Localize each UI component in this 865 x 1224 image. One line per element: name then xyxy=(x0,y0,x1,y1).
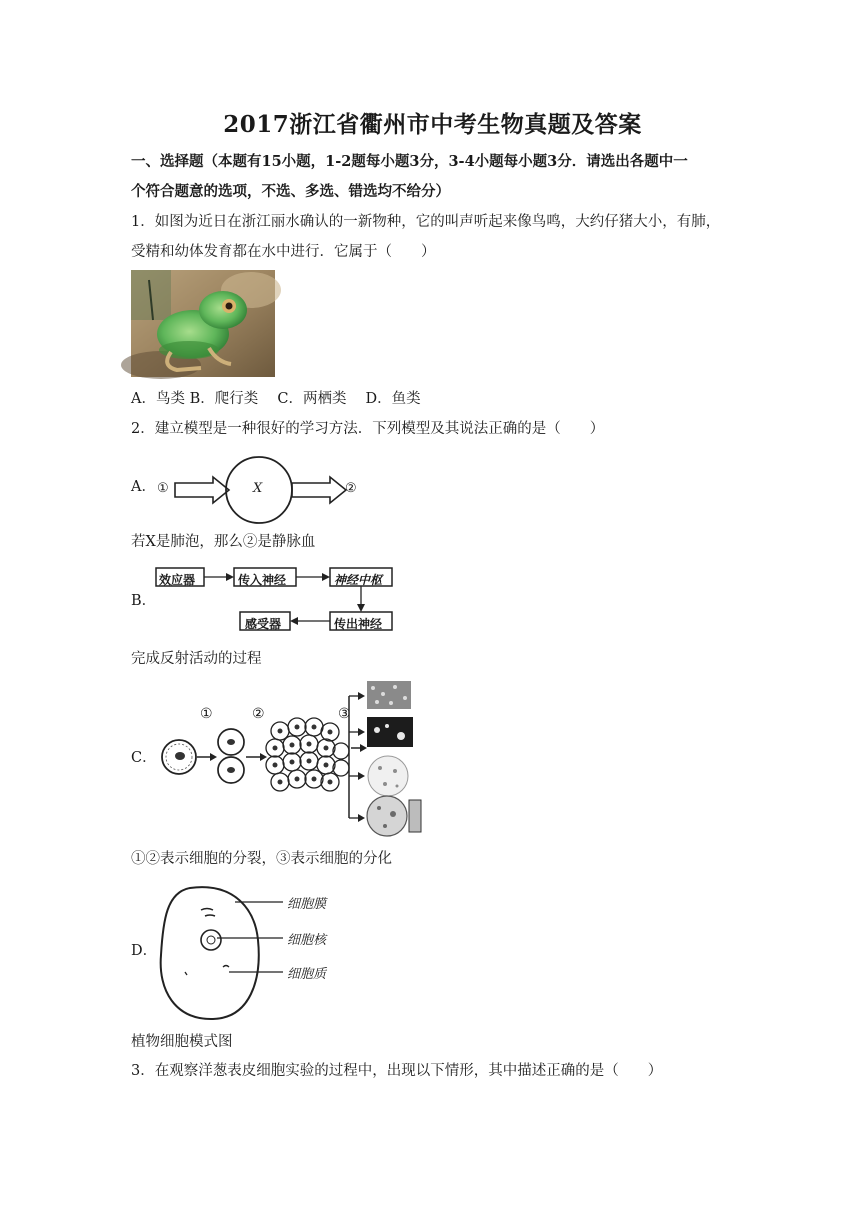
a-circle-1-label: ① xyxy=(157,481,169,496)
section-heading-line2: 个符合题意的选项，不选、多选、错选均不给分） xyxy=(131,183,450,200)
d-label-nucleus: 细胞核 xyxy=(287,933,327,948)
q1-options: A．鸟类 B．爬行类 C．两栖类 D．鱼类 xyxy=(131,391,421,407)
q2-option-c-caption: ①②表示细胞的分裂，③表示细胞的分化 xyxy=(131,851,392,867)
cell-model-diagram xyxy=(155,880,375,1025)
q2-option-b-letter: B． xyxy=(131,593,157,609)
q2-stem: 2．建立模型是一种很好的学习方法．下列模型及其说法正确的是（ ） xyxy=(131,421,605,437)
q2-option-a-caption: 若X是肺泡，那么②是静脉血 xyxy=(131,534,316,550)
b-box-afferent: 传入神经 xyxy=(238,573,287,587)
page-title: 2017浙江省衢州市中考生物真题及答案 xyxy=(223,111,642,138)
d-label-cytoplasm: 细胞质 xyxy=(287,967,327,982)
b-box-effector: 效应器 xyxy=(159,573,196,587)
q3-stem: 3．在观察洋葱表皮细胞实验的过程中，出现以下情形，其中描述正确的是（ ） xyxy=(131,1063,663,1079)
a-circle-2-label: ② xyxy=(345,481,357,496)
q2-option-b-caption: 完成反射活动的过程 xyxy=(131,651,262,667)
q2-option-d-letter: D． xyxy=(131,943,158,959)
c-step-3-label: ③ xyxy=(338,706,351,722)
b-box-center: 神经中枢 xyxy=(334,573,383,587)
b-box-receptor: 感受器 xyxy=(245,617,282,631)
q1-stem-line1: 1．如图为近日在浙江丽水确认的一新物种，它的叫声听起来像鸟鸣，大约仔猪大小，有肺， xyxy=(131,214,721,230)
q2-option-d-caption: 植物细胞模式图 xyxy=(131,1034,233,1050)
cell-division-diagram xyxy=(155,676,430,841)
c-step-1-label: ① xyxy=(200,706,213,722)
a-x-label: X xyxy=(253,481,263,496)
section-heading-line1: 一、选择题（本题有15小题，1-2题每小题3分，3-4小题每小题3分．请选出各题中一 xyxy=(131,153,688,170)
q2-option-a-letter: A． xyxy=(131,479,156,495)
b-box-efferent: 传出神经 xyxy=(334,617,383,631)
q2-option-c-letter: C． xyxy=(131,750,157,766)
d-label-membrane: 细胞膜 xyxy=(287,897,327,912)
q1-stem-line2: 受精和幼体发育都在水中进行．它属于（ ） xyxy=(131,244,436,260)
frog-photo xyxy=(131,270,275,377)
c-step-2-label: ② xyxy=(252,706,265,722)
